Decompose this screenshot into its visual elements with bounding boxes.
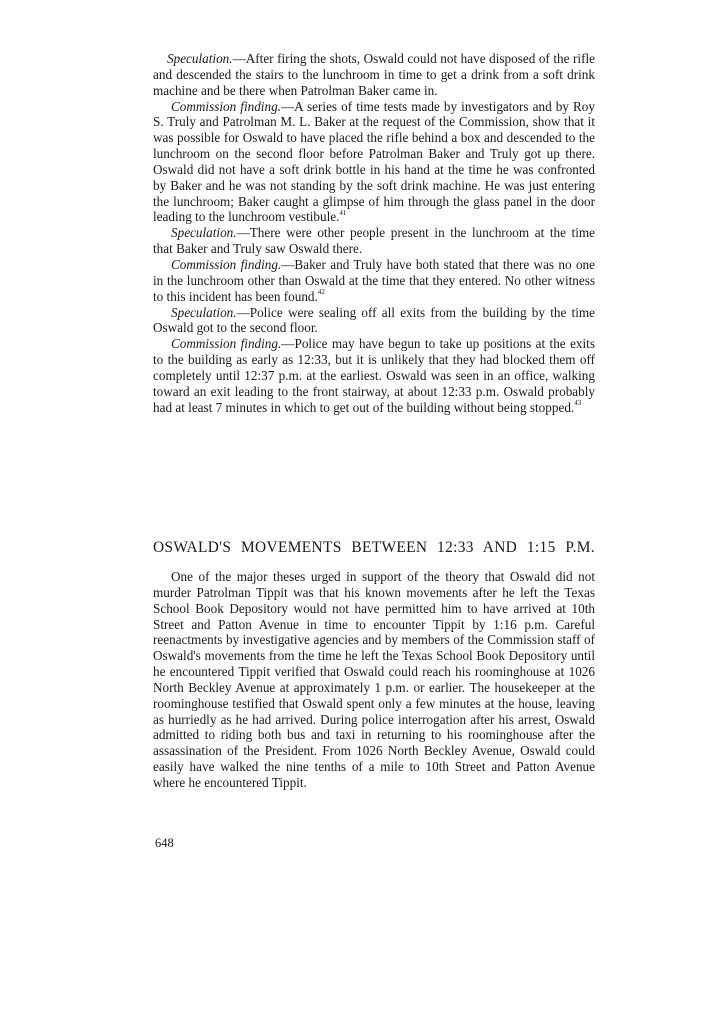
finding-label: Commission finding. xyxy=(171,98,281,114)
finding-label: Commission finding. xyxy=(171,256,282,272)
paragraph-finding-1 xyxy=(153,99,595,226)
paragraph-finding-3 xyxy=(153,336,595,415)
speculation-label: Speculation. xyxy=(171,304,237,320)
section-body xyxy=(153,569,595,791)
speculation-label: Speculation. xyxy=(171,225,237,241)
footnote-ref: 42 xyxy=(317,288,325,297)
finding-label: Commission finding. xyxy=(171,336,282,352)
paragraph-text: —Police may have begun to take up positions at the exits to the building as early as 12:33, but it is unlikely that they had blocked them off completely until 12:37 p.m. at the earliest. Oswald was seen in an office, walking toward an exit leading to the front stairway, at about 12:33 p.m. Oswald probably had at least 7 minutes in which to get out of the building without being stopped. xyxy=(153,336,595,415)
paragraph-speculation-3 xyxy=(153,305,595,337)
section-paragraph: One of the major theses urged in support of the theory that Oswald did not murder Patrolman Tippit was that his known movements after he left the Texas School Book Depository would not have permitted him to have arrived at 10th Street and Patton Avenue in time to encounter Tippit by 1:16 p.m. Careful reenactments by investigative agencies and by members of the Commission staff of Oswald's movements from the time he left the Texas School Book Depository until he encountered Tippit verified that Oswald could reach his roominghouse at 1026 North Beckley Avenue at approximately 1 p.m. or earlier. The housekeeper at the roominghouse testified that Oswald spent only a few minutes at the house, leaving as hurriedly as he had arrived. During police interrogation after his arrest, Oswald admitted to riding both bus and taxi in returning to his roominghouse after the assassination of the President. From 1026 North Beckley Avenue, Oswald could easily have walked the nine tenths of a mile to 10th Street and Patton Avenue where he encountered Tippit. xyxy=(153,569,595,790)
paragraph-text: —There were other people present in the lunchroom at the time that Baker and Truly saw Oswald there. xyxy=(153,225,595,257)
paragraph-text: —Baker and Truly have both stated that there was no one in the lunchroom other than Oswald at the time that they entered. No other witness to this incident has been found. xyxy=(153,256,595,304)
speculation-label: Speculation. xyxy=(167,51,233,66)
paragraph-speculation-1 xyxy=(153,51,595,99)
section-heading: OSWALD'S MOVEMENTS BETWEEN 12:33 AND 1:15 P.M. xyxy=(153,539,595,556)
paragraph-text: —After firing the shots, Oswald could not have disposed of the rifle and descended the stairs to the lunchroom in time to get a drink from a soft drink machine and be there when Patrolman Baker came in. xyxy=(153,51,595,98)
paragraph-finding-2 xyxy=(153,257,595,305)
findings-list xyxy=(153,51,595,415)
document-page xyxy=(153,51,595,850)
paragraph-text: —Police were sealing off all exits from the building by the time Oswald got to the second floor. xyxy=(153,304,595,336)
page-number: 648 xyxy=(155,836,174,850)
footnote-ref: 41 xyxy=(339,209,347,218)
paragraph-speculation-2 xyxy=(153,225,595,257)
footnote-ref: 43 xyxy=(574,399,582,408)
paragraph-text: —A series of time tests made by investigators and by Roy S. Truly and Patrolman M. L. Baker at the request of the Commission, show that it was possible for Oswald to have placed the rifle behind a box and descended to the lunchroom on the second floor before Patrolman Baker and Truly got up there. Oswald did not have a soft drink bottle in his hand at the time he was confronted by Baker and he was not standing by the soft drink machine. He was just entering the lunchroom; Baker caught a glimpse of him through the glass panel in the door leading to the lunchroom vestibule. xyxy=(153,98,595,225)
